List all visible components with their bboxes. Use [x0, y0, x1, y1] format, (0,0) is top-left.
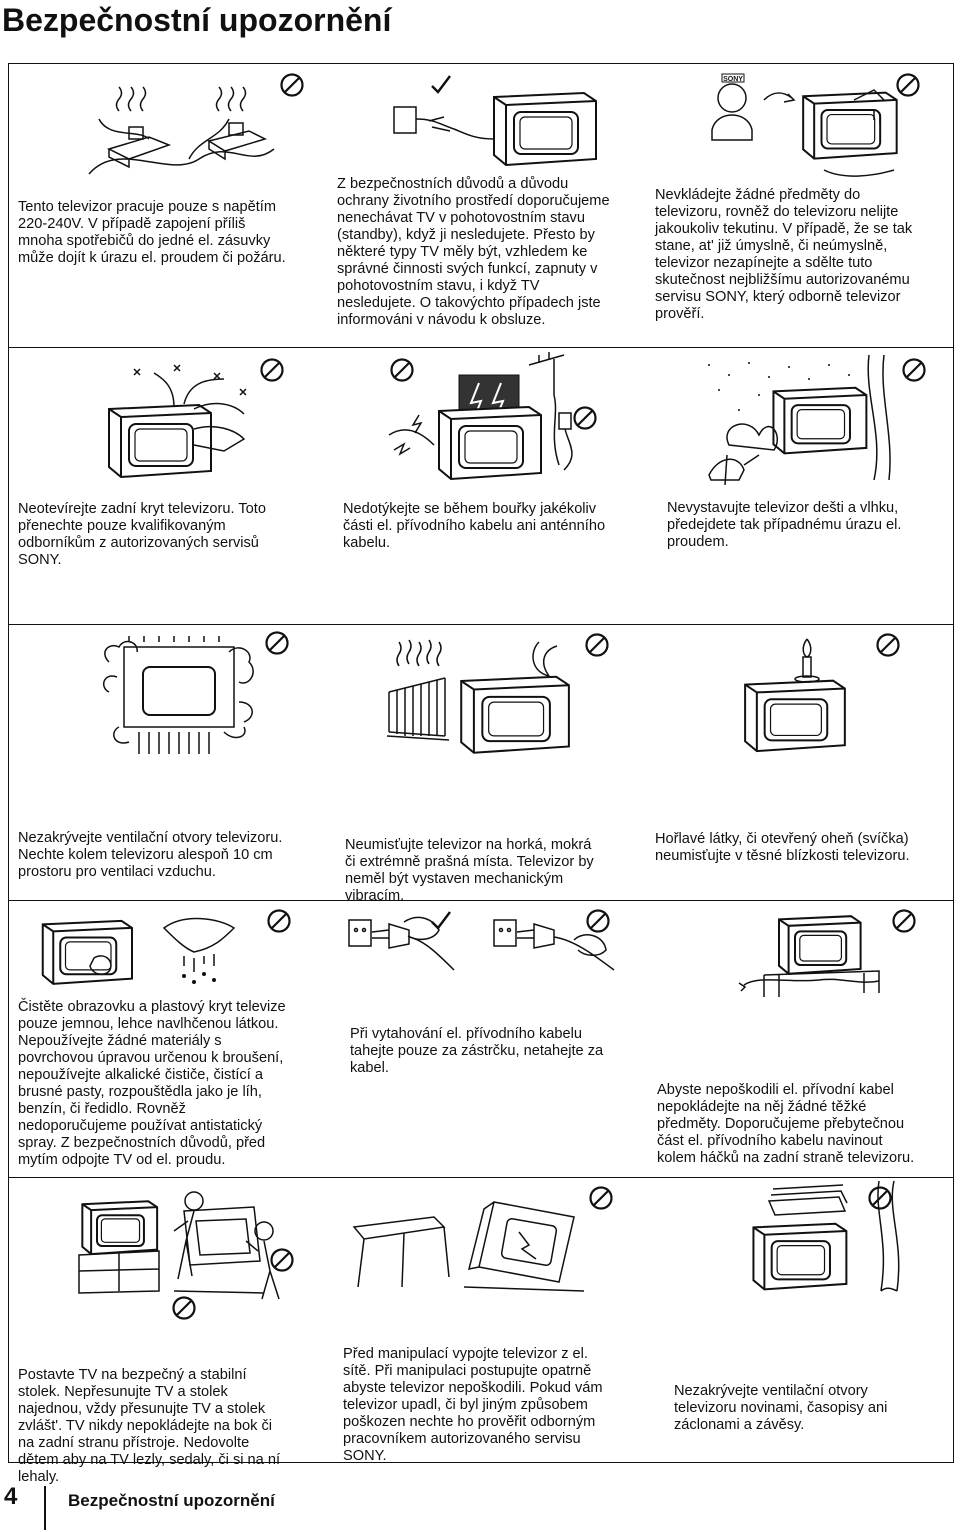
warning-standby	[324, 64, 639, 347]
prohibited-icon	[264, 630, 290, 656]
warning-vents	[9, 624, 324, 900]
prohibited-icon	[588, 1185, 614, 1211]
stable-stand-illustration	[74, 1181, 284, 1301]
warning-handling	[324, 1177, 639, 1463]
blocked-vents-illustration	[99, 632, 259, 757]
warning-fire	[639, 624, 955, 900]
warning-text: Při vytahování el. přívodního kabelu tahejte pouze za zástrčku, netahejte za kabel.	[350, 1026, 604, 1076]
cleaning-cloth-illustration	[34, 908, 264, 988]
warning-location	[324, 624, 639, 904]
prohibited-icon	[901, 357, 927, 383]
prohibited-icon	[389, 357, 415, 383]
warning-text: Před manipulací vypojte televizor z el. sítě. Při manipulaci postupujte opatrně abyste televizor nepoškodili. Pokud vám televizor upadl, či byl jiným způsobem poškozen nechte ho prověřit odborným pracovníkem autorizovaného servisu SONY.	[343, 1346, 603, 1464]
rain-moisture-illustration	[689, 355, 899, 485]
prohibited-icon	[875, 632, 901, 658]
warning-text: Nezakrývejte ventilační otvory televizoru novinami, časopisy ani záclonami a závěsy.	[674, 1383, 888, 1433]
open-back-cover-illustration	[94, 359, 254, 484]
warning-back-cover	[9, 347, 324, 624]
prohibited-icon	[572, 405, 598, 431]
warning-unplug	[324, 900, 639, 1177]
warning-power-cord	[639, 900, 955, 1177]
footer-title: Bezpečnostní upozornění	[68, 1491, 275, 1510]
warning-rain	[639, 347, 955, 624]
prohibited-icon	[895, 72, 921, 98]
warning-text: Čistěte obrazovku a plastový kryt televize pouze jemnou, lehce navlhčenou látkou. Nepoužívejte žádné materiály s povrchovou úpravou určenou k broušení, nepoužívejte alkalické čističe, čistící a brusné pasty, rozpouštědla jako je líh, benzín, či ředidlo. Rovněž nedoporučujeme používat antistatický spray. Z bezpečnostních důvodů, před mytím odpojte TV od el. proudu.	[18, 999, 286, 1168]
page-number: 4	[4, 1483, 18, 1510]
heavy-object-on-cord-illustration	[739, 905, 889, 1000]
warning-cleaning	[9, 900, 324, 1177]
sony-logo: SONY	[723, 76, 743, 83]
warning-text: Postavte TV na bezpečný a stabilní stolek. Nepřesunujte TV a stolek najednou, vždy přesunujte TV a stolek zvlášt'. TV nikdy nepokládejte na bok či na zadní stranu přístroje. Nedovolte dětem aby na TV lezly, sedaly, či si na ní lehaly.	[18, 1367, 281, 1485]
prohibited-icon	[171, 1295, 197, 1321]
radiator-heat-illustration	[379, 632, 589, 757]
warning-text: Nevkládejte žádné předměty do televizoru, rovněž do televizoru nelijte jakoukoliv tekutinu. V případě, že se tak stane, at' již úmyslně, či neúmyslně, televizor nezapínejte a sdělte tuto skutečnost nejbližšímu autorizovanému servisu SONY, který odborně televizor prověří.	[655, 187, 913, 322]
warning-liquids	[639, 64, 955, 347]
prohibited-icon	[585, 908, 611, 934]
warnings-grid	[8, 63, 954, 1485]
prohibited-icon	[584, 632, 610, 658]
warning-text: Z bezpečnostních důvodů a důvodu ochrany životního prostředí doporučujeme nenechávat TV v pohotovostním stavu (standby), když ji nesledujete. Přesto by některé typy TV měly být, vzhledem ke správné činnosti svých funkcí, zapnuty v pohotovostním stavu, i když TV nesledujete. O takovýchto případech jste informováni v návodu k obsluze.	[337, 176, 610, 328]
liquid-spill-illustration	[704, 70, 904, 182]
checkmark-icon	[428, 908, 454, 934]
prohibited-icon	[891, 908, 917, 934]
warning-text: Hořlavé látky, či otevřený oheň (svíčka) neumisťujte v těsné blízkosti televizoru.	[655, 831, 910, 864]
prohibited-icon	[867, 1185, 893, 1211]
tv-plug-illustration	[384, 79, 604, 179]
checkmark-icon	[428, 72, 454, 98]
prohibited-icon	[266, 908, 292, 934]
candle-on-tv-illustration	[719, 639, 879, 754]
unplug-correctly-illustration	[344, 910, 624, 985]
warning-storm	[324, 347, 639, 624]
footer-divider	[44, 1486, 46, 1530]
warning-text: Tento televizor pracuje pouze s napětím 220-240V. V případě zapojení příliš mnoha spotřebičů do jedné el. zásuvky může dojít k úrazu el. proudem či požáru.	[18, 199, 286, 266]
warning-stable-stand	[9, 1177, 324, 1485]
warning-text: Neotevírejte zadní kryt televizoru. Toto přenechte pouze kvalifikovaným odborníkům z autorizovaných servisů SONY.	[18, 501, 266, 568]
warning-text: Nezakrývejte ventilační otvory televizoru. Nechte kolem televizoru alespoň 10 cm prostoru pro ventilaci vzduchu.	[18, 830, 283, 880]
warning-cover-vents	[639, 1177, 955, 1463]
page-title: Bezpečnostní upozornění	[2, 2, 392, 38]
warning-text: Abyste nepoškodili el. přívodní kabel nepokládejte na něj žádné těžké předměty. Doporučujeme přebytečnou část el. přívodního kabelu navinout kolem háčků na zadní straně televizoru.	[657, 1082, 915, 1166]
warning-text: Nevystavujte televizor dešti a vlhku, předejdete tak případnému úrazu el. proudem.	[667, 500, 902, 550]
prohibited-icon	[269, 1247, 295, 1273]
warning-text: Neumisťujte televizor na horká, mokrá či extrémně prašná místa. Televizor by neměl být vystaven mechanickým vibracím.	[345, 837, 594, 904]
warning-voltage	[9, 64, 324, 347]
power-strip-overload-illustration	[79, 79, 279, 189]
prohibited-icon	[259, 357, 285, 383]
prohibited-icon	[279, 72, 305, 98]
warning-text: Nedotýkejte se během bouřky jakékoliv části el. přívodního kabelu ani anténního kabelu.	[343, 501, 606, 551]
dropped-tv-illustration	[344, 1187, 594, 1297]
